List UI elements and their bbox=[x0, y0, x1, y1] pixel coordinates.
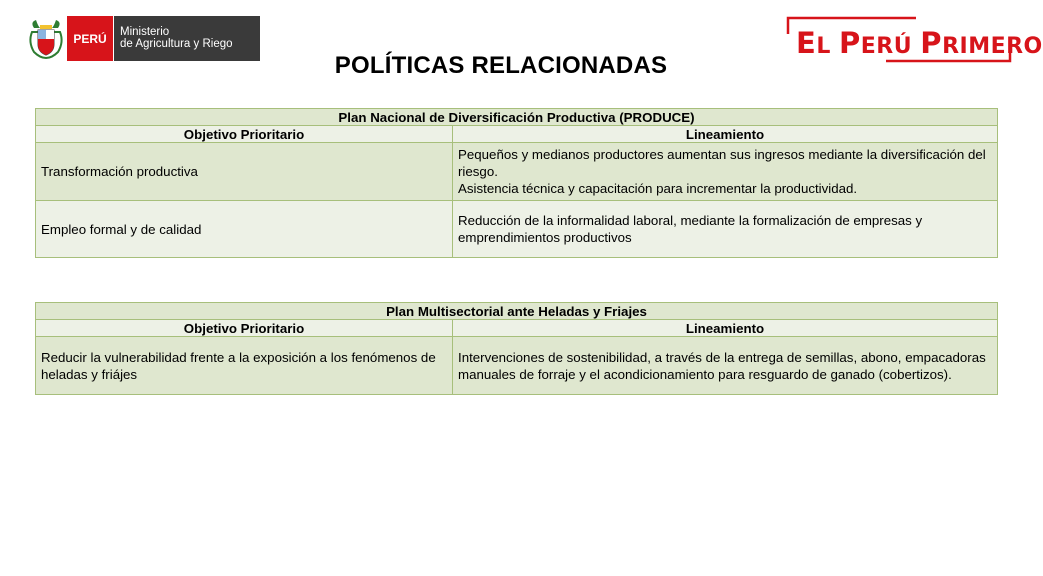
slogan-word-3: RIMERO bbox=[942, 34, 1043, 59]
table-row bbox=[36, 201, 998, 258]
policy-table-frost bbox=[35, 302, 998, 395]
plan-title: Plan Nacional de Diversificación Productiva (PRODUCE) bbox=[36, 109, 998, 126]
table-row bbox=[36, 143, 998, 201]
ministry-line2: de Agricultura y Riego bbox=[120, 38, 233, 50]
guideline-line: Reducción de la informalidad laboral, mediante la formalización de empresas y emprendimientos productivos bbox=[458, 213, 923, 245]
page-title: POLÍTICAS RELACIONADAS bbox=[334, 52, 668, 79]
guideline-cell bbox=[453, 201, 998, 258]
guideline-line: Pequeños y medianos productores aumentan sus ingresos mediante la diversificación del riesgo. bbox=[458, 147, 986, 179]
table-row bbox=[36, 337, 998, 395]
plan-title: Plan Multisectorial ante Heladas y Friajes bbox=[36, 303, 998, 320]
guideline-line: Asistencia técnica y capacitación para incrementar la productividad. bbox=[458, 181, 858, 196]
column-header-objective: Objetivo Prioritario bbox=[36, 320, 453, 337]
objective-cell: Transformación productiva bbox=[36, 143, 453, 201]
ministry-line1: Ministerio bbox=[120, 26, 170, 38]
guideline-cell bbox=[453, 143, 998, 201]
objective-cell: Reducir la vulnerabilidad frente a la exposición a los fenómenos de heladas y friájes bbox=[36, 337, 453, 395]
slogan-word-2: ERÚ bbox=[860, 34, 913, 59]
guideline-cell bbox=[453, 337, 998, 395]
slogan-word-1: L bbox=[816, 34, 831, 59]
peru-badge: PERÚ bbox=[67, 16, 113, 61]
guideline-line: Intervenciones de sostenibilidad, a través de la entrega de semillas, abono, empacadoras manuales de forraje y el acondicionamiento para resguardo de ganado (cobertizos). bbox=[458, 349, 986, 382]
policy-table-produce bbox=[35, 108, 998, 258]
objective-cell: Empleo formal y de calidad bbox=[36, 201, 453, 258]
column-header-objective: Objetivo Prioritario bbox=[36, 126, 453, 143]
column-header-guideline: Lineamiento bbox=[453, 126, 998, 143]
column-header-guideline: Lineamiento bbox=[453, 320, 998, 337]
slogan-text: EL PERÚ PRIMERO bbox=[796, 26, 1043, 60]
